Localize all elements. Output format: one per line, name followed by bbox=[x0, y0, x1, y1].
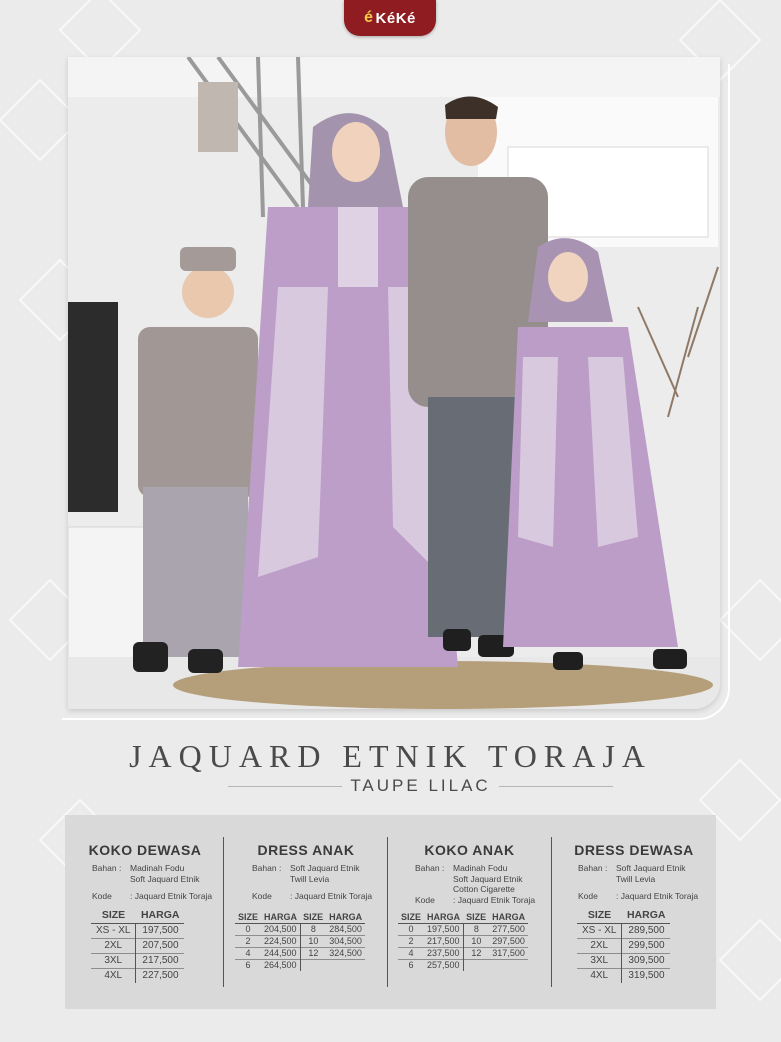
table-row: 6 257,500 bbox=[398, 960, 528, 972]
subtitle-line-left bbox=[228, 786, 342, 787]
table-row: 2XL 299,500 bbox=[577, 939, 670, 954]
table-row: 2XL 207,500 bbox=[91, 939, 184, 954]
photo-illustration bbox=[68, 57, 720, 709]
subtitle-row bbox=[228, 774, 613, 798]
dress-dewasa-material: Bahan : Soft Jaquard Etnik Twill Levia Kode : Jaquard Etnik Toraja bbox=[578, 863, 699, 901]
logo-icon: é bbox=[364, 9, 374, 26]
koko-dewasa-column bbox=[65, 815, 225, 1009]
table-row: 4XL 227,500 bbox=[91, 969, 184, 984]
table-row: 0 204,500 8 284,500 bbox=[235, 924, 365, 936]
table-row: 0 197,500 8 277,500 bbox=[398, 924, 528, 936]
table-row: 4XL 319,500 bbox=[577, 969, 670, 984]
table-row: 4 244,500 12 324,500 bbox=[235, 948, 365, 960]
color-variant-subtitle: TAUPE LILAC bbox=[350, 776, 491, 795]
price-table-panel bbox=[65, 815, 716, 1009]
table-row: 6 264,500 bbox=[235, 960, 365, 972]
table-row: 2 217,500 10 297,500 bbox=[398, 936, 528, 948]
table-row: 3XL 309,500 bbox=[577, 954, 670, 969]
family-photo bbox=[68, 57, 720, 709]
koko-dewasa-title: KOKO DEWASA bbox=[88, 842, 202, 858]
dress-anak-column bbox=[225, 815, 387, 1009]
koko-dewasa-material: Bahan : Madinah Fodu Soft Jaquard Etnik Kode : Jaquard Etnik Toraja bbox=[92, 863, 213, 901]
table-row: 3XL 217,500 bbox=[91, 954, 184, 969]
koko-anak-column bbox=[388, 815, 551, 1009]
dress-anak-material: Bahan : Soft Jaquard Etnik Twill Levia Kode : Jaquard Etnik Toraja bbox=[252, 863, 373, 901]
table-row: 4 237,500 12 317,500 bbox=[398, 948, 528, 960]
koko-anak-title: KOKO ANAK bbox=[424, 842, 515, 858]
dress-dewasa-size-table: SIZE HARGA XS - XL 289,500 2XL 299,500 3XL 309,500 4XL 319,500 bbox=[577, 909, 670, 983]
table-row: 2 224,500 10 304,500 bbox=[235, 936, 365, 948]
collection-title: JAQUARD ETNIK TORAJA bbox=[129, 738, 652, 774]
subtitle-line-right bbox=[499, 786, 613, 787]
table-row: XS - XL 197,500 bbox=[91, 924, 184, 939]
brand-logo: é KéKé bbox=[344, 0, 436, 36]
dress-anak-title: DRESS ANAK bbox=[257, 842, 355, 858]
koko-anak-size-table: SIZE HARGA SIZE HARGA 0 197,500 8 277,500 2 217,500 10 297,500 4 237,500 12 317,500 6 257,500 bbox=[398, 912, 528, 971]
dress-anak-size-table: SIZE HARGA SIZE HARGA 0 204,500 8 284,500 2 224,500 10 304,500 4 244,500 12 324,500 6 264,500 bbox=[235, 912, 365, 971]
dress-dewasa-column bbox=[552, 815, 716, 1009]
koko-dewasa-size-table: SIZE HARGA XS - XL 197,500 2XL 207,500 3XL 217,500 4XL 227,500 bbox=[91, 909, 184, 983]
koko-anak-material: Bahan : Madinah Fodu Soft Jaquard Etnik Cotton Cigarette Kode : Jaquard Etnik Toraja bbox=[415, 863, 536, 905]
column-divider bbox=[223, 837, 224, 987]
dress-dewasa-title: DRESS DEWASA bbox=[574, 842, 694, 858]
table-row: XS - XL 289,500 bbox=[577, 924, 670, 939]
